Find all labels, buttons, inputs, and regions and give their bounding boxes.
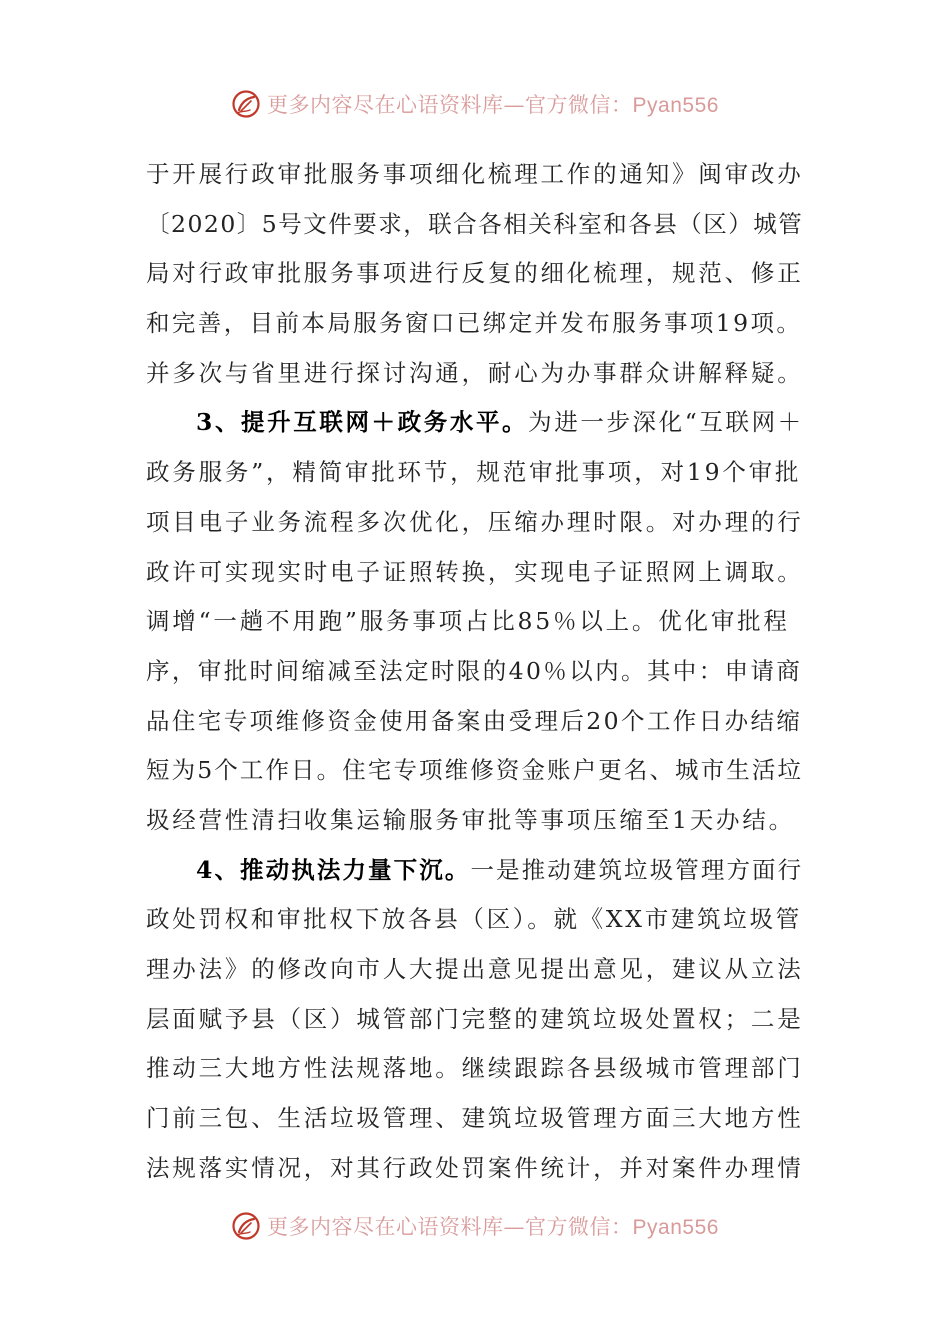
paragraph-line (146, 647, 804, 697)
paragraph-line (146, 200, 804, 250)
paragraph-line (146, 1044, 804, 1094)
paragraph-line (146, 796, 804, 846)
paragraph-line (146, 746, 804, 796)
section-heading-line (146, 846, 804, 896)
paragraph-line (146, 249, 804, 299)
watermark-text: 更多内容尽在心语资料库—官方微信：Pyan556 (267, 1215, 719, 1239)
line-text: 局对行政审批服务事项进行反复的细化梳理，规范、修正 (146, 259, 804, 288)
line-text: 一是推动建筑垃圾管理方面行 (470, 855, 804, 884)
watermark-text: 更多内容尽在心语资料库—官方微信：Pyan556 (267, 93, 719, 117)
paragraph-line (146, 299, 804, 349)
section-heading: 4、推动执法力量下沉。 (196, 855, 471, 884)
paragraph-line (146, 945, 804, 995)
wechat-id: Pyan556 (632, 94, 719, 117)
line-text: 为进一步深化“互联网＋ (528, 408, 804, 437)
paragraph-line (146, 697, 804, 747)
line-text: 政处罚权和审批权下放各县（区）。就《XX市建筑垃圾管 (146, 905, 802, 934)
line-text: 调增“一趟不用跑”服务事项占比85％以上。优化审批程 (146, 607, 790, 636)
section-heading: 3、提升互联网＋政务水平。 (196, 408, 529, 437)
header-watermark (0, 84, 950, 124)
paragraph-line (146, 597, 804, 647)
line-text: 政许可实现实时电子证照转换，实现电子证照网上调取。 (146, 557, 804, 586)
paragraph-line (146, 448, 804, 498)
paragraph-line (146, 498, 804, 548)
line-text: 理办法》的修改向市人大提出意见提出意见，建议从立法 (146, 955, 804, 983)
line-text: 圾经营性清扫收集运输服务审批等事项压缩至1天办结。 (146, 805, 795, 834)
paragraph-line (146, 995, 804, 1045)
paragraph-line (146, 1144, 804, 1194)
line-text: 于开展行政审批服务事项细化梳理工作的通知》闽审改办 (146, 160, 804, 188)
paragraph-line (146, 150, 804, 200)
paragraph-line (146, 1094, 804, 1144)
line-text: 序，审批时间缩减至法定时限的40％以内。其中：申请商 (146, 656, 803, 685)
document-body (146, 150, 804, 1193)
line-text: 短为5个工作日。住宅专项维修资金账户更名、城市生活垃 (146, 756, 804, 785)
pen-seal-icon (231, 1211, 261, 1241)
paragraph-line (146, 548, 804, 598)
line-text: 推动三大地方性法规落地。继续跟踪各县级城市管理部门 (146, 1054, 804, 1083)
wechat-id: Pyan556 (632, 1216, 719, 1239)
line-text: 层面赋予县（区）城管部门完整的建筑垃圾处置权；二是 (146, 1004, 804, 1033)
paragraph-line (146, 895, 804, 945)
line-text: 和完善，目前本局服务窗口已绑定并发布服务事项19项。 (146, 309, 803, 338)
section-heading-line (146, 398, 804, 448)
line-text: 门前三包、生活垃圾管理、建筑垃圾管理方面三大地方性 (146, 1104, 804, 1133)
line-text: 并多次与省里进行探讨沟通，耐心为办事群众讲解释疑。 (146, 358, 804, 387)
paragraph-line (146, 349, 804, 399)
line-text: 〔2020〕5号文件要求，联合各相关科室和各县（区）城管 (146, 209, 804, 238)
line-text: 品住宅专项维修资金使用备案由受理后20个工作日办结缩 (146, 706, 803, 735)
line-text: 法规落实情况，对其行政处罚案件统计，并对案件办理情 (146, 1153, 804, 1182)
line-text: 项目电子业务流程多次优化，压缩办理时限。对办理的行 (146, 507, 804, 536)
line-text: 政务服务”，精简审批环节，规范审批事项，对19个审批 (146, 458, 802, 487)
pen-seal-icon (231, 89, 261, 119)
footer-watermark (0, 1206, 950, 1246)
